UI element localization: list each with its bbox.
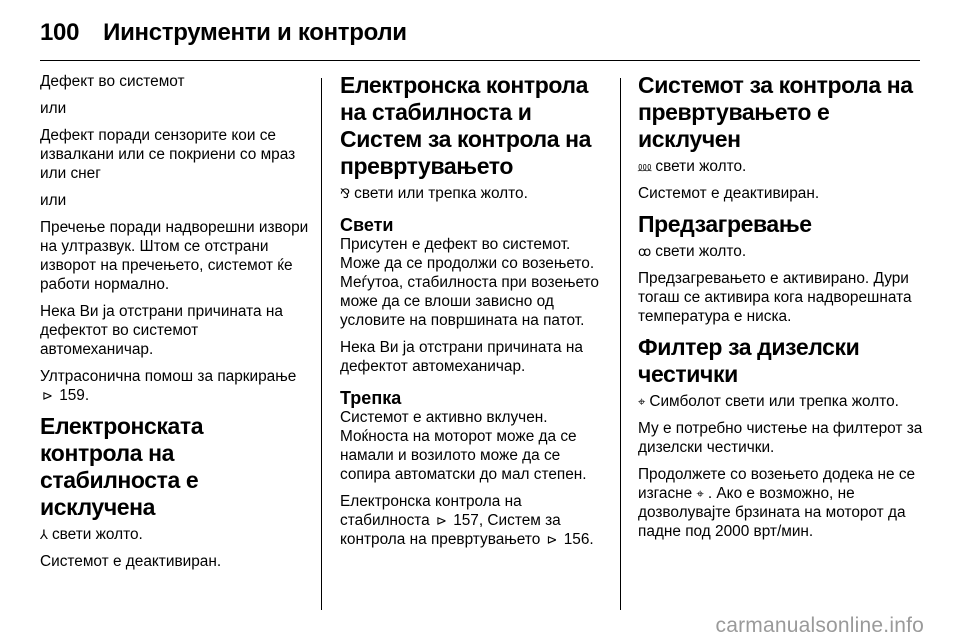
column-1 — [40, 72, 310, 606]
paragraph-text: . Ако е возможно, не дозволувајте брзината на моторот да падне под 2000 врт/мин. — [638, 485, 906, 540]
column-divider — [620, 78, 621, 610]
watermark: carmanualsonline.info — [715, 614, 924, 637]
section-heading-preheating: Предзагревање — [638, 211, 812, 237]
paragraph-with-symbol — [638, 242, 928, 261]
section-heading-diesel-filter: Филтер за дизелски честички — [638, 334, 860, 387]
page-reference[interactable]: 156. — [563, 531, 594, 548]
glow-plug-icon: ꝏ — [638, 244, 652, 259]
page-reference[interactable]: 157, Систем за контрола на превртувањето — [340, 512, 561, 548]
paragraph-text: свети жолто. — [51, 526, 143, 543]
paragraph-with-symbol — [340, 184, 610, 203]
page-reference[interactable]: 159. — [59, 387, 90, 404]
paragraph: Системот е деактивиран. — [638, 185, 820, 202]
paragraph-text: свети или трепка жолто. — [354, 185, 528, 202]
paragraph: Предзагревањето е активирано. Дури тогаш се активира кога надворешната температура е ниска. — [638, 270, 912, 325]
page-reference-arrow-icon: ⊳ — [546, 532, 558, 547]
esc-off-icon: ⅄ — [40, 527, 48, 542]
paragraph-with-reference — [340, 492, 610, 549]
paragraph: Нека Ви ја отстрани причината на дефектот во системот автомеханичар. — [40, 303, 283, 358]
chapter-title: Иинструменти и контроли — [103, 19, 407, 46]
paragraph: Пречење поради надворешни извори на ултразвук. Штом се отстрани изворот на пречењето, системот ќе работи нормално. — [40, 219, 309, 293]
diesel-filter-icon: ⌖ — [696, 486, 704, 501]
column-divider — [321, 78, 322, 610]
diesel-filter-icon: ⌖ — [638, 394, 646, 409]
traction-off-icon: ⅏ — [638, 159, 652, 174]
paragraph: Дефект во системот — [40, 73, 185, 90]
paragraph: Системот е деактивиран. — [40, 553, 222, 570]
paragraph-with-symbol — [40, 525, 310, 544]
column-2 — [340, 72, 610, 606]
paragraph: Му е потребно чистење на филтерот за дизелски честички. — [638, 420, 923, 456]
paragraph-text: Ултрасонична помош за паркирање — [40, 368, 297, 385]
subheading-flashing: Трепка — [340, 388, 402, 408]
paragraph-with-reference — [40, 367, 310, 405]
paragraph-with-symbol — [638, 465, 928, 541]
paragraph: Присутен е дефект во системот. Може да се продолжи со возењето. Меѓутоа, стабилноста при возењето може да се влоши зависно од условите на површината на патот. — [340, 236, 599, 329]
paragraph-with-symbol — [638, 392, 928, 411]
paragraph: Нека Ви ја отстрани причината на дефектот автомеханичар. — [340, 339, 583, 375]
page-number: 100 — [40, 19, 80, 46]
esc-icon: ⅋ — [340, 186, 351, 201]
paragraph-text: Продолжете со возењето додека не се изгасне — [638, 466, 916, 502]
section-heading-esc-off: Електронската контрола на стабилноста е исклучена — [40, 413, 204, 520]
section-heading-esc: Електронска контрола на стабилноста и Систем за контрола на превртувањето — [340, 72, 592, 179]
header-divider — [40, 60, 920, 61]
column-3 — [638, 72, 928, 606]
paragraph-text: свети жолто. — [655, 243, 747, 260]
paragraph: Дефект поради сензорите кои се извалкани или се покриени со мраз или снег — [40, 127, 296, 182]
section-heading-traction-off: Системот за контрола на превртувањето е исклучен — [638, 72, 913, 152]
subheading-lit: Свети — [340, 215, 394, 235]
paragraph: или — [40, 192, 67, 209]
page-reference-arrow-icon: ⊳ — [436, 513, 447, 528]
page-header — [40, 10, 407, 56]
paragraph-text: Симболот свети или трепка жолто. — [649, 393, 899, 410]
paragraph-with-symbol — [638, 157, 928, 176]
paragraph-text: свети жолто. — [655, 158, 747, 175]
page-reference-arrow-icon: ⊳ — [42, 388, 53, 403]
paragraph: Системот е активно вклучен. Моќноста на моторот може да се намали и возилото може да се сопира автоматски до мал степен. — [340, 409, 587, 483]
paragraph: или — [40, 100, 67, 117]
paragraph-text: Електронска контрола на стабилноста — [340, 493, 522, 529]
